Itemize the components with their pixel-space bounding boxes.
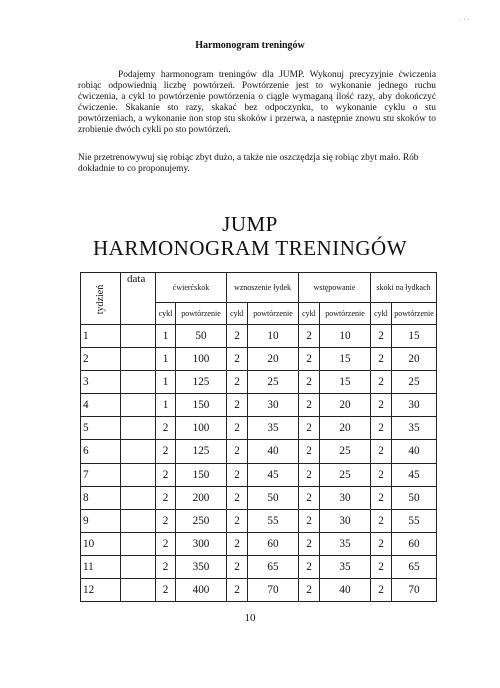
cycle-cell: 2	[227, 440, 248, 463]
reps-cell: 45	[392, 463, 437, 486]
cycle-cell: 2	[227, 394, 248, 417]
date-cell	[121, 463, 156, 486]
group-header-step-up: wstępowanie	[299, 273, 371, 303]
cycle-cell: 2	[227, 325, 248, 348]
cycle-cell: 2	[227, 417, 248, 440]
cycle-cell: 2	[299, 417, 320, 440]
week-cell: 4	[81, 394, 121, 417]
table-row	[81, 486, 437, 509]
cycle-cell: 1	[156, 371, 176, 394]
subheader-cycle: cykl	[371, 303, 392, 325]
reps-cell: 50	[392, 486, 437, 509]
table-header-row	[81, 273, 437, 303]
advice-paragraph	[78, 153, 448, 175]
cycle-cell: 2	[371, 555, 392, 578]
reps-cell: 15	[320, 348, 371, 371]
cycle-cell: 2	[156, 509, 176, 532]
week-cell: 6	[81, 440, 121, 463]
group-header-calf-jumps: skoki na łydkach	[371, 273, 437, 303]
scan-mark: · · ·	[459, 16, 470, 24]
week-header: tydzień	[95, 284, 106, 314]
cycle-cell: 2	[371, 417, 392, 440]
reps-cell: 20	[392, 348, 437, 371]
reps-cell: 125	[176, 440, 227, 463]
cycle-cell: 2	[299, 532, 320, 555]
reps-cell: 50	[248, 486, 299, 509]
reps-cell: 150	[176, 394, 227, 417]
date-cell	[121, 371, 156, 394]
week-cell: 10	[81, 532, 121, 555]
reps-cell: 60	[392, 532, 437, 555]
week-cell: 8	[81, 486, 121, 509]
subheader-reps: powtórzenie	[176, 303, 227, 325]
cycle-cell: 2	[299, 555, 320, 578]
subheader-cycle: cykl	[299, 303, 320, 325]
date-cell	[121, 532, 156, 555]
reps-cell: 150	[176, 463, 227, 486]
reps-cell: 350	[176, 555, 227, 578]
week-cell: 2	[81, 348, 121, 371]
week-header-cell	[81, 273, 121, 325]
reps-cell: 40	[392, 440, 437, 463]
reps-cell: 100	[176, 417, 227, 440]
date-cell	[121, 417, 156, 440]
cycle-cell: 2	[371, 463, 392, 486]
reps-cell: 70	[392, 578, 437, 601]
table-row	[81, 371, 437, 394]
table-row	[81, 555, 437, 578]
table-row	[81, 394, 437, 417]
cycle-cell: 2	[227, 371, 248, 394]
subheader-reps: powtórzenie	[392, 303, 437, 325]
reps-cell: 20	[320, 417, 371, 440]
cycle-cell: 2	[227, 463, 248, 486]
cycle-cell: 2	[371, 509, 392, 532]
date-cell	[121, 325, 156, 348]
cycle-cell: 1	[156, 394, 176, 417]
cycle-cell: 2	[156, 532, 176, 555]
advice-text: Nie przetrenowywuj się robiąc zbyt dużo, a także nie oszczędzja się robiąc zbyt mało. Rób dokładnie to co proponujemy.	[78, 153, 419, 175]
week-cell: 1	[81, 325, 121, 348]
subheader-cycle: cykl	[156, 303, 176, 325]
date-header: data	[121, 273, 156, 325]
cycle-cell: 2	[299, 325, 320, 348]
reps-cell: 30	[320, 486, 371, 509]
training-schedule-table	[80, 272, 437, 602]
cycle-cell: 1	[156, 348, 176, 371]
title-line-2: HARMONOGRAM TRENINGÓW	[92, 236, 408, 260]
cycle-cell: 2	[371, 394, 392, 417]
reps-cell: 25	[320, 463, 371, 486]
reps-cell: 55	[248, 509, 299, 532]
cycle-cell: 2	[299, 394, 320, 417]
reps-cell: 30	[320, 509, 371, 532]
reps-cell: 15	[392, 325, 437, 348]
cycle-cell: 2	[299, 463, 320, 486]
group-header-squat: ćwierćskok	[156, 273, 227, 303]
reps-cell: 10	[248, 325, 299, 348]
reps-cell: 45	[248, 463, 299, 486]
week-cell: 5	[81, 417, 121, 440]
subheader-cycle: cykl	[227, 303, 248, 325]
cycle-cell: 2	[371, 578, 392, 601]
cycle-cell: 2	[156, 440, 176, 463]
date-cell	[121, 555, 156, 578]
reps-cell: 60	[248, 532, 299, 555]
cycle-cell: 1	[156, 325, 176, 348]
reps-cell: 30	[392, 394, 437, 417]
date-cell	[121, 394, 156, 417]
cycle-cell: 2	[299, 440, 320, 463]
cycle-cell: 2	[227, 509, 248, 532]
week-cell: 9	[81, 509, 121, 532]
reps-cell: 65	[392, 555, 437, 578]
table-row	[81, 463, 437, 486]
reps-cell: 250	[176, 509, 227, 532]
title-line-1: JUMP	[222, 212, 278, 236]
week-cell: 7	[81, 463, 121, 486]
cycle-cell: 2	[371, 325, 392, 348]
cycle-cell: 2	[156, 417, 176, 440]
reps-cell: 20	[320, 394, 371, 417]
reps-cell: 70	[248, 578, 299, 601]
week-cell: 3	[81, 371, 121, 394]
reps-cell: 15	[320, 371, 371, 394]
reps-cell: 65	[248, 555, 299, 578]
cycle-cell: 2	[299, 348, 320, 371]
reps-cell: 40	[248, 440, 299, 463]
cycle-cell: 2	[371, 440, 392, 463]
subheader-reps: powtórzenie	[320, 303, 371, 325]
page-heading: Harmonogram treningów	[195, 40, 305, 51]
reps-cell: 100	[176, 348, 227, 371]
cycle-cell: 2	[299, 371, 320, 394]
intro-text: Podajemy harmonogram treningów dla JUMP. Wykonuj precyzyjnie ćwiczenia robiąc odpowiednią liczbę powtórzeń. Powtórzenie jest to wykonanie jednego ruchu ćwiczenia, a cykl to powtórzenie powtórzenia o ciągle wymaganą ilość razy, aby dokończyć ćwiczenie. Skakanie sto razy, skakać bez odpoczynku, to wykonanie cyklu o stu powtórzeniach, a wykonanie non stop stu skoków i przerwa, a następnie znowu stu skoków to zrobienie dwóch cykli po sto powtórzeń.	[78, 70, 436, 136]
table-row	[81, 509, 437, 532]
reps-cell: 25	[320, 440, 371, 463]
date-cell	[121, 440, 156, 463]
reps-cell: 35	[392, 417, 437, 440]
cycle-cell: 2	[371, 486, 392, 509]
date-cell	[121, 578, 156, 601]
cycle-cell: 2	[227, 578, 248, 601]
table-row	[81, 348, 437, 371]
table-row	[81, 440, 437, 463]
reps-cell: 25	[248, 371, 299, 394]
cycle-cell: 2	[299, 578, 320, 601]
reps-cell: 300	[176, 532, 227, 555]
cycle-cell: 2	[156, 578, 176, 601]
table-row	[81, 417, 437, 440]
cycle-cell: 2	[299, 486, 320, 509]
cycle-cell: 2	[227, 486, 248, 509]
table-row	[81, 532, 437, 555]
cycle-cell: 2	[371, 348, 392, 371]
reps-cell: 200	[176, 486, 227, 509]
cycle-cell: 2	[227, 532, 248, 555]
reps-cell: 55	[392, 509, 437, 532]
reps-cell: 35	[248, 417, 299, 440]
cycle-cell: 2	[299, 509, 320, 532]
table-row	[81, 578, 437, 601]
reps-cell: 400	[176, 578, 227, 601]
reps-cell: 30	[248, 394, 299, 417]
cycle-cell: 2	[227, 348, 248, 371]
cycle-cell: 2	[371, 371, 392, 394]
table-row	[81, 325, 437, 348]
reps-cell: 35	[320, 532, 371, 555]
reps-cell: 10	[320, 325, 371, 348]
cycle-cell: 2	[156, 463, 176, 486]
page-number: 10	[244, 612, 256, 624]
week-cell: 11	[81, 555, 121, 578]
date-cell	[121, 486, 156, 509]
cycle-cell: 2	[371, 532, 392, 555]
reps-cell: 25	[392, 371, 437, 394]
group-header-calf-raise: wznoszenie łydek	[227, 273, 299, 303]
reps-cell: 20	[248, 348, 299, 371]
date-cell	[121, 509, 156, 532]
reps-cell: 50	[176, 325, 227, 348]
week-cell: 12	[81, 578, 121, 601]
reps-cell: 40	[320, 578, 371, 601]
cycle-cell: 2	[156, 555, 176, 578]
reps-cell: 125	[176, 371, 227, 394]
intro-paragraph	[78, 70, 436, 137]
reps-cell: 35	[320, 555, 371, 578]
cycle-cell: 2	[227, 555, 248, 578]
cycle-cell: 2	[156, 486, 176, 509]
date-cell	[121, 348, 156, 371]
subheader-reps: powtórzenie	[248, 303, 299, 325]
